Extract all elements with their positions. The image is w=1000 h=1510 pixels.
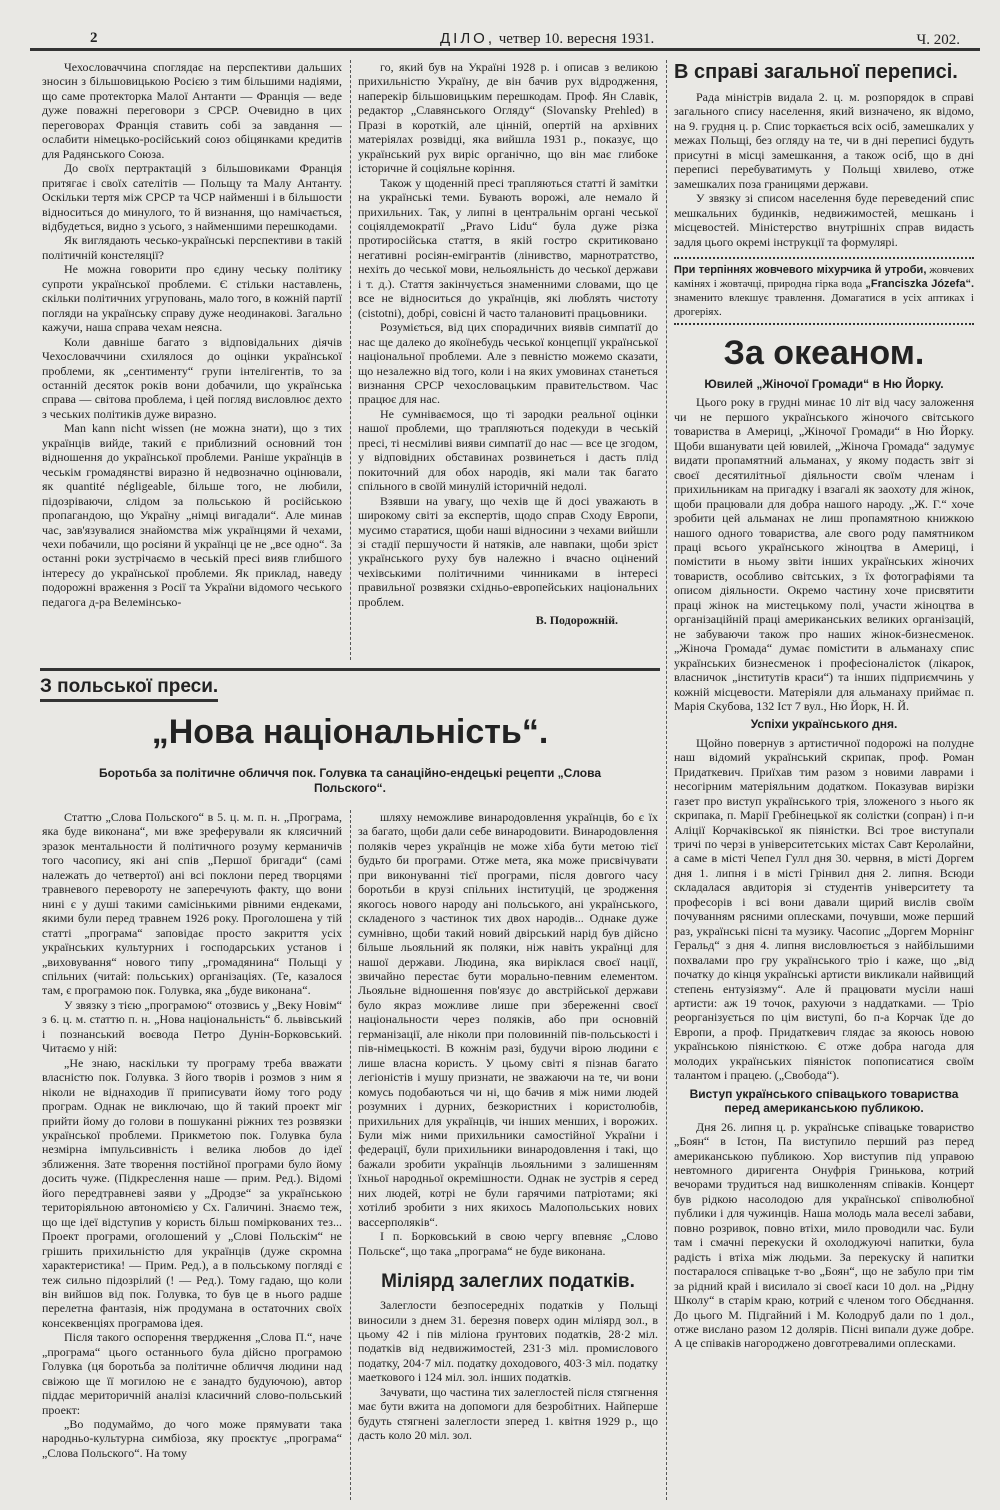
paragraph: Статтю „Слова Польского“ в 5. ц. м. п. н. „Програма, яка буде виконана“, ми вже зреферували як клясичний зразок ментальности й політичного розуму керманичів того часопису, які ані спів „Першої бригади“ (самі належать до четвертої) ані всі поклони перед творцями травневого перевороту не заперечують факту, що вони нині є у душі такими самісінькими рівними ендеками, якими були перед травнем 1926 року. Проголошена у тій статті „програма“ заповідає просто закриття усіх українських культурних і господарських установ і „виховування“ нового типу „громадянина“ Польщі у спільних (читай: польських) організаціях. (Те, казалося там, є програмою пок. Голувка, яка „буде виконана“. — [42, 810, 342, 998]
paragraph: Як виглядають чесько-українські перспективи в такій політичній констеляції? — [42, 233, 342, 262]
paragraph: Зачувати, що частина тих залеглостей після стягнення має бути вжита на допомоги для безробітних. Найперше будуть стягнені залеглости зперед 1. квітня 1929 р., що дасть коло 20 міл. зол. — [358, 1384, 658, 1443]
paragraph: Man kann nicht wissen (не можна знати), що з тих українців вийде, такий є приблизний основний тон відношення до української проблеми. Раніше українців в чеськім громадянстві виразно й недвозначно оцінювали, як quantité négligeable, більше того, не любили, підозріваючи, слідом за польською й російською пропагандою, що Україну „німці вигадали“. Але минав час, зав'язувалися знайомства між українцями й чехами, чехи побачили, що росіяни й українці це не „все одно“. За останні роки зустрічаємо в чеській пресі вияв глибшого інтересу до української проблеми. Як приклад, наведу подорожні враження з Росії та України відомого чеського педагога д-ра Велемінсько- — [42, 421, 342, 609]
paragraph: шляху неможливе винародовлення українців, бо є їх за багато, щоби дали себе винародовити. Винародовлення поляків через українців не може хіба бути метою тієї будьто би програми. Отже мета, яка може присвічувати при виконуванні тієї програми, після довгого часу боротьби в крузі спільних інституцій, це зродження якогось нового народу ані польського, ані українського, складеного з частинок тих двох народів... Однаке дуже сумнівно, щоби такий новий двірський нарід був дійсно більше льояльний як поляки, ніж навіть українці для нашої держави. Людина, яка виріклася своєї нації, звичайно перестає бути морально-певним елементом. Льояльне відношення пов'язує до австрійської держави було якраз можливе лише при збереженні своєї національности через поляків, або при основній германізації, але ніколи при половинній пів-польськості і пів-німецькості. В кожнім разі, будучи вірою людини є лише власна користь. У цьому світі я пізнав багато легіоністів і мушу признати, не зважаючи на те, чи вони комусь подобаються чи ні, що бачив я між ними людей розумних і дурних, безкористних і користолюбів, прихильних для українців, чи інших менших, і ворожих. Були між ними прихильники самостійної України і федерації, були прихильники винародовлення і такі, що бажали зробити українців льояльними з залишенням їхньої народньої окремішности. Однак не зустрів я серед них людей, котрі не були гарячими патріотами; які хотілиб зробити з них якихось Малопольських нових вассерполяків“. — [358, 810, 658, 1229]
paragraph: Цього року в грудні минає 10 літ від часу заложення чи не першого українського жіночого світського товариства в Америці, „Жіночої Громади“ в Ню Йорку. Щоби вшанувати цей ювилей, „Жіноча Громада“ задумує видати пропамятний альманах, у якому подасть звіт зі своєї десятилітньої діяльности своїм членам і прихильникам на пригадку і взагалі як заохоту для жінок, щоби працювали для добра нашого народу. „Ж. Г.“ хоче зробити цей альманах не лиш пропамятною книжкою нашого одного товариства, але свого роду памятником праці всього українського жіноцтва в Америці, і помістити в ньому звіти інших українських жіночих товариств, особливо світських, з їх фотографіями та описом діяльности. Окремо частину хоче присвятити праці жінок на мистецькому полі, участи жіноцтва в організаційній праці американських великих організацій, не забуваючи також про наших жінок-бизнесменок. „Жіноча Громада“ думає помістити в альманаху спис українських бизнесменок і професіоналісток (лікарок, власничок „інститутів краси“) та інших підприємчинь у кожній місцевости. Матеріяли для альманаху приймає п. Марія Скубова, 132 Іст 7 вул., Ню Йорк, Н. Й. — [674, 395, 974, 713]
paragraph: Коли давніше багато з відповідальних діячів Чехословаччини схилялося до оцінки української проблеми, як „сентименту“ групи інтелігентів, то за останній десяток років вони добачили, що українська справа — світова проблема, і цей погляд висловлює дехто з чеських політиків дуже виразно. — [42, 334, 342, 421]
article-top-col2 — [358, 60, 658, 670]
column-divider — [350, 60, 351, 660]
ad-headline: При терпіннях жовчевого міхурчика й утроби, — [674, 263, 927, 276]
paragraph: Не можна говорити про єдину чеську політику супроти української проблеми. Є стільки наставлень, скільки політичних угруповань, мало того, в кожній партії погляди на українську справу дуже неодинакові. Загально кажучи, наша справа чехам неясна. — [42, 262, 342, 335]
ocean-subtitle: Ювилей „Жіночої Громади“ в Ню Йорку. — [704, 376, 944, 391]
ad-text: жовчевих камінях і жовтачці, природна гірка вода — [674, 263, 974, 290]
paragraph: Не сумніваємося, що ті зародки реальної оцінки нашої проблеми, що трапляються подекуди в чеській пресі, ті несміливі вияви симпатії до нас — все це згодом, у відповідних обставинах розвинеться і дасть плід покиточний для обох народів, які мали так багато спільного в своїй минулій історичній недолі. — [358, 406, 658, 494]
census-title: В справі загальної переписі. — [674, 61, 958, 83]
ad-text-rest: знаменито влекшує травлення. Домагатися в усіх аптиках і дрогеріях. — [674, 291, 974, 318]
paragraph: До своїх пертрактацій з більшовиками Франція притягає і своїх сателітів — Польщу та Малу Антанту. Оскільки тертя між СРСР та ЧСР найменші і в більшости відноситься до минулого, то й визнання, що намічається, відбудеться, видно з усього, з найменшими перешкодами. — [42, 161, 342, 233]
paragraph: Також у щоденній пресі трапляються статті й замітки на українські теми. Бувають ворожі, але немало й прихильних. Так, у липні в центральнім органі чеської соціялдемократії „Pravo Lidu“ була дуже різка протиросійська стаття, в якій гостро скритиковано негативні росіян-емігрантів (лінивство, марнотратство, нехіть до чеської мови, нельояльність до чеської держави і т. д.). Стаття закінчується знаменними словами, що це все не відноситься до українців, які люблять чистоту (cistotni), добрі, совісні й часто талановиті працьовники. — [358, 175, 658, 320]
page-number: 2 — [90, 30, 98, 46]
paragraph: Взявши на увагу, що чехів ще й досі уважають в широкому світі за експертів, щодо справ Сходу Европи, мусимо старатися, щоби наші відносини з чехами вийшли зі стадії першучости й натяків, але навпаки, щоби зріст українського руху був належно і вчасно оцінений чехівськими політичними чинниками в інтересі правильної розвязки східньо-европейських національних проблем. — [358, 493, 658, 609]
column-divider — [666, 60, 667, 1500]
paragraph: „Не знаю, наскільки ту програму треба вважати власністю пок. Голувка. З його творів і розмов з ним я ніколи не віднаходив її приписувати йому того роду програм. Однак не виключаю, що й такий проект мiг прийти йому до голови в пошуканні ріжних тез розвязки української проблеми. Прикметою пок. Голувка була незмірна імпульсивність і велика любов до ідеї зближення. Зате творення постійної програми було йому досить чуже. (Підкреслення наше — прим. Ред.). Відомі його передтравневі заяви у „Дродзе“ за українською територіяльною автономією у Сх. Галичині. Знаємо теж, що ще ідеї відступив у користь більш поміркованих тез... Проект програми, оголошений у „Слові Польскім“ не грішить прихильністю для українців (дуже скромна характеристика! — Прим. Ред.), а в польському погляді є теж сильно підозрілий (! — Ред.). Тому гадаю, що коли він вийшов від пок. Голувка, то був це в нього радше перелетна фантазія, ніж продумана в остаточних своїх консеквенціях програмова ідея. — [42, 1055, 342, 1330]
choir-title: Виступ українського співацького товариства перед американською публикою. — [689, 1086, 959, 1116]
mineral-water-ad — [674, 257, 974, 325]
paragraph: Дня 26. липня ц. р. українське співацьке товариство „Боян“ в Істон, Па виступило перший раз перед американською публикою. Хор виступив під управою невтомного диригента Онуфрія Гринькова, котрий вечорами трудиться над вишколенням співаків. Концерт був рідкою насолодою для української співолюбної публики і для чужинців. Наша молодь мала веселі забави, повно розривок, повно втіхи, мило проводили час. Були там і смачні перекуски й охолоджуючі напитки, була радість і втіха між людьми. За перекуску й напитки постаралося співацьке т-во „Боян“, що не забуло при тім за рідний край і висилало зі своєї каси 10 дол. на „Рідну Школу“ в старім краю, котрий є членом того Обєднання. До цього М. Підгайний і М. Колодруб дали по 1 дол., отже вислано разом 12 долярів. Пісні випали дуже добре. А це співаків нагороджено довготревалими оплесками. — [674, 1119, 974, 1351]
paragraph: Щойно повернув з артистичної подорожі на полудне наш відомий український скрипак, проф. Роман Придаткевич. Приїхав тим разом з новими лаврами і несогірним матеріяльним додатком. Показував вирізки газет про виступ українського трія, зложеного з нього як скрипака, п. Марії Гребінецької як солістки (сопран) і п-и Аліції Корчаківської як піяністки. Всі трое виступали тричі по черзі в університетських містах Савт Керолайни, а саме в місті Чепел Гулл дня 30. червня, в місті Доргем дня 1. липня і в місті Грінвил дня 2. липня. Всюди складалася авдиторія зі студентів університету та професорів і всі вони давали щирий вислів своїм почуванням рясними оплесками, почувши, може перший раз, українські пісні та музику. Часопис „Доргем Морнінг Геральд“ з дня 4. липня висловлюється з найбільшими похвалами про гру українського тріо і каже, що „від початку до кінця українські артисти викликали найвищий степень ентузіязму“. Але й працювати мусіли наші артисти: аж 19 точок, рахуючи з наддатками. — Тріо реорганізується по цім виступі, бо п-а Корчак їде до Европи, а проф. Придаткевич глядає за якоюсь новою українською піяністкою. Є отже добра нагода для молодих українських піяністок попописатися своїм талантом і працею. („Свобода“). — [674, 735, 974, 1083]
article-top-col1 — [42, 60, 342, 660]
paragraph: Рада міністрів видала 2. ц. м. розпорядок в справі загального спису населення, який визначено, як відомо, на 9. грудня ц. р. Спис торкається всіх осіб, замешкалих у межах Польщі, без огляду на те, чи в дні переписі будуть присутні в місці замешкання, а також осіб, що в дні переписі перебуватимуть у Польщі хвилево, отже замешкалих поза границями держави. — [674, 90, 974, 191]
paragraph: Залеглости безпосередніх податків у Польщі виносили з днем 31. березня поверх один міліярд зол., в цьому 42 і пів міліона ґрунтових податків, 28·2 міл. податків від недвижимостей, 231·3 міл. промислового податку, 204·7 міл. податку доходового, 403·3 міл. податку маеткового і 124 міл. зол. інших податків. — [358, 1298, 658, 1385]
right-column — [674, 60, 974, 1500]
paragraph: Після такого оспорення твердження „Слова П.“, наче „програма“ цього останнього була дійсно програмою Голувка (ця боротьба за політичне обличчя людини над свіжою ще її могилою не є занадто будуючою), автор піддає мериторичній аналізі класичний слово-польський проект: — [42, 1330, 342, 1417]
header-rule — [30, 48, 980, 51]
article-col1 — [42, 810, 342, 1500]
article-signature: В. Подорожній. — [535, 613, 618, 628]
newspaper-name: ДІЛО, — [440, 30, 496, 47]
paragraph: „Во подумаймо, до чого може прямувати така народньо-культурна симбіоза, яку проєктує „програма“ „Слова Польского“. На тому — [42, 1417, 342, 1460]
section-heading: З польської преси. — [40, 676, 218, 702]
ad-brand: „Franciszka Józefa“. — [865, 277, 974, 290]
article-col2 — [358, 810, 658, 1500]
success-title: Успіхи українського дня. — [750, 717, 898, 732]
paragraph: Розуміється, від цих спорадичних виявів симпатії до нас ще далеко до якоїнебудь чеської концепції української національної проблеми. Але з певністю можемо сказати, що незалежно від того, коли і на яких умовинах станеться визнання СРСР чехословацьким правительством. Час працює для нас. — [358, 320, 658, 407]
paragraph: Чехословаччина споглядає на перспективи дальших зносин з більшовицькою Росією з тим більшими надіями, що саме протекторка Малої Антанти — Франція — веде дуже поважні переговори з СРСР. Очевидно в цих переговорах Франція ставить собі за завдання — ослабити німецько-російський союз обіцянками кредитів для Радянського Союза. — [42, 60, 342, 161]
column-divider — [350, 810, 351, 1500]
issue-date: четвер 10. вересня 1931. — [498, 31, 655, 47]
article-subtitle: Боротьба за політичне обличчя пок. Голувка та санаційно-ендецькі рецепти „Слова Польского“. — [98, 766, 602, 795]
article-title: „Нова національність“. — [151, 713, 549, 751]
paragraph: го, який був на Україні 1928 р. і описав з великою прихильністю Україну, де він бачив рух відродження, наперекір більшовицьким перешкодам. Проф. Ян Славік, редактор „Славянського Огляду“ (Slovansky Prehled) в Празі в короткій, але цінній, опертій на архівних матеріялах розвідці, яка вийшла 1931 р., показує, що український рух виріс органічно, що він має глибоке історичне й соціяльне коріння. — [358, 60, 658, 176]
tax-title: Міліярд залеглих податків. — [381, 1271, 635, 1293]
paragraph: У звязку з тією „програмою“ отозвись у „Веку Новім“ з 6. ц. м. статтю п. н. „Нова національність“ б. львівський і познанський воєвода Петро Дунін-Борковський. Читаємо у ній: — [42, 997, 342, 1056]
paragraph: У звязку зі списом населення буде переведений спис мешкальних будинків, недвижимостей, мешкань і місцевостей. Міністерство внутрішніх справ видасть задля цього окремі інструкції та формулярі. — [674, 191, 974, 249]
page-header — [40, 26, 970, 50]
ocean-title: За океаном. — [723, 333, 925, 372]
paragraph: І п. Борковський в свою чергу впевняє „Слово Польске“, що така „програма“ не буде виконана. — [358, 1229, 658, 1258]
section-rule — [40, 668, 660, 671]
issue-number: Ч. 202. — [916, 32, 960, 48]
